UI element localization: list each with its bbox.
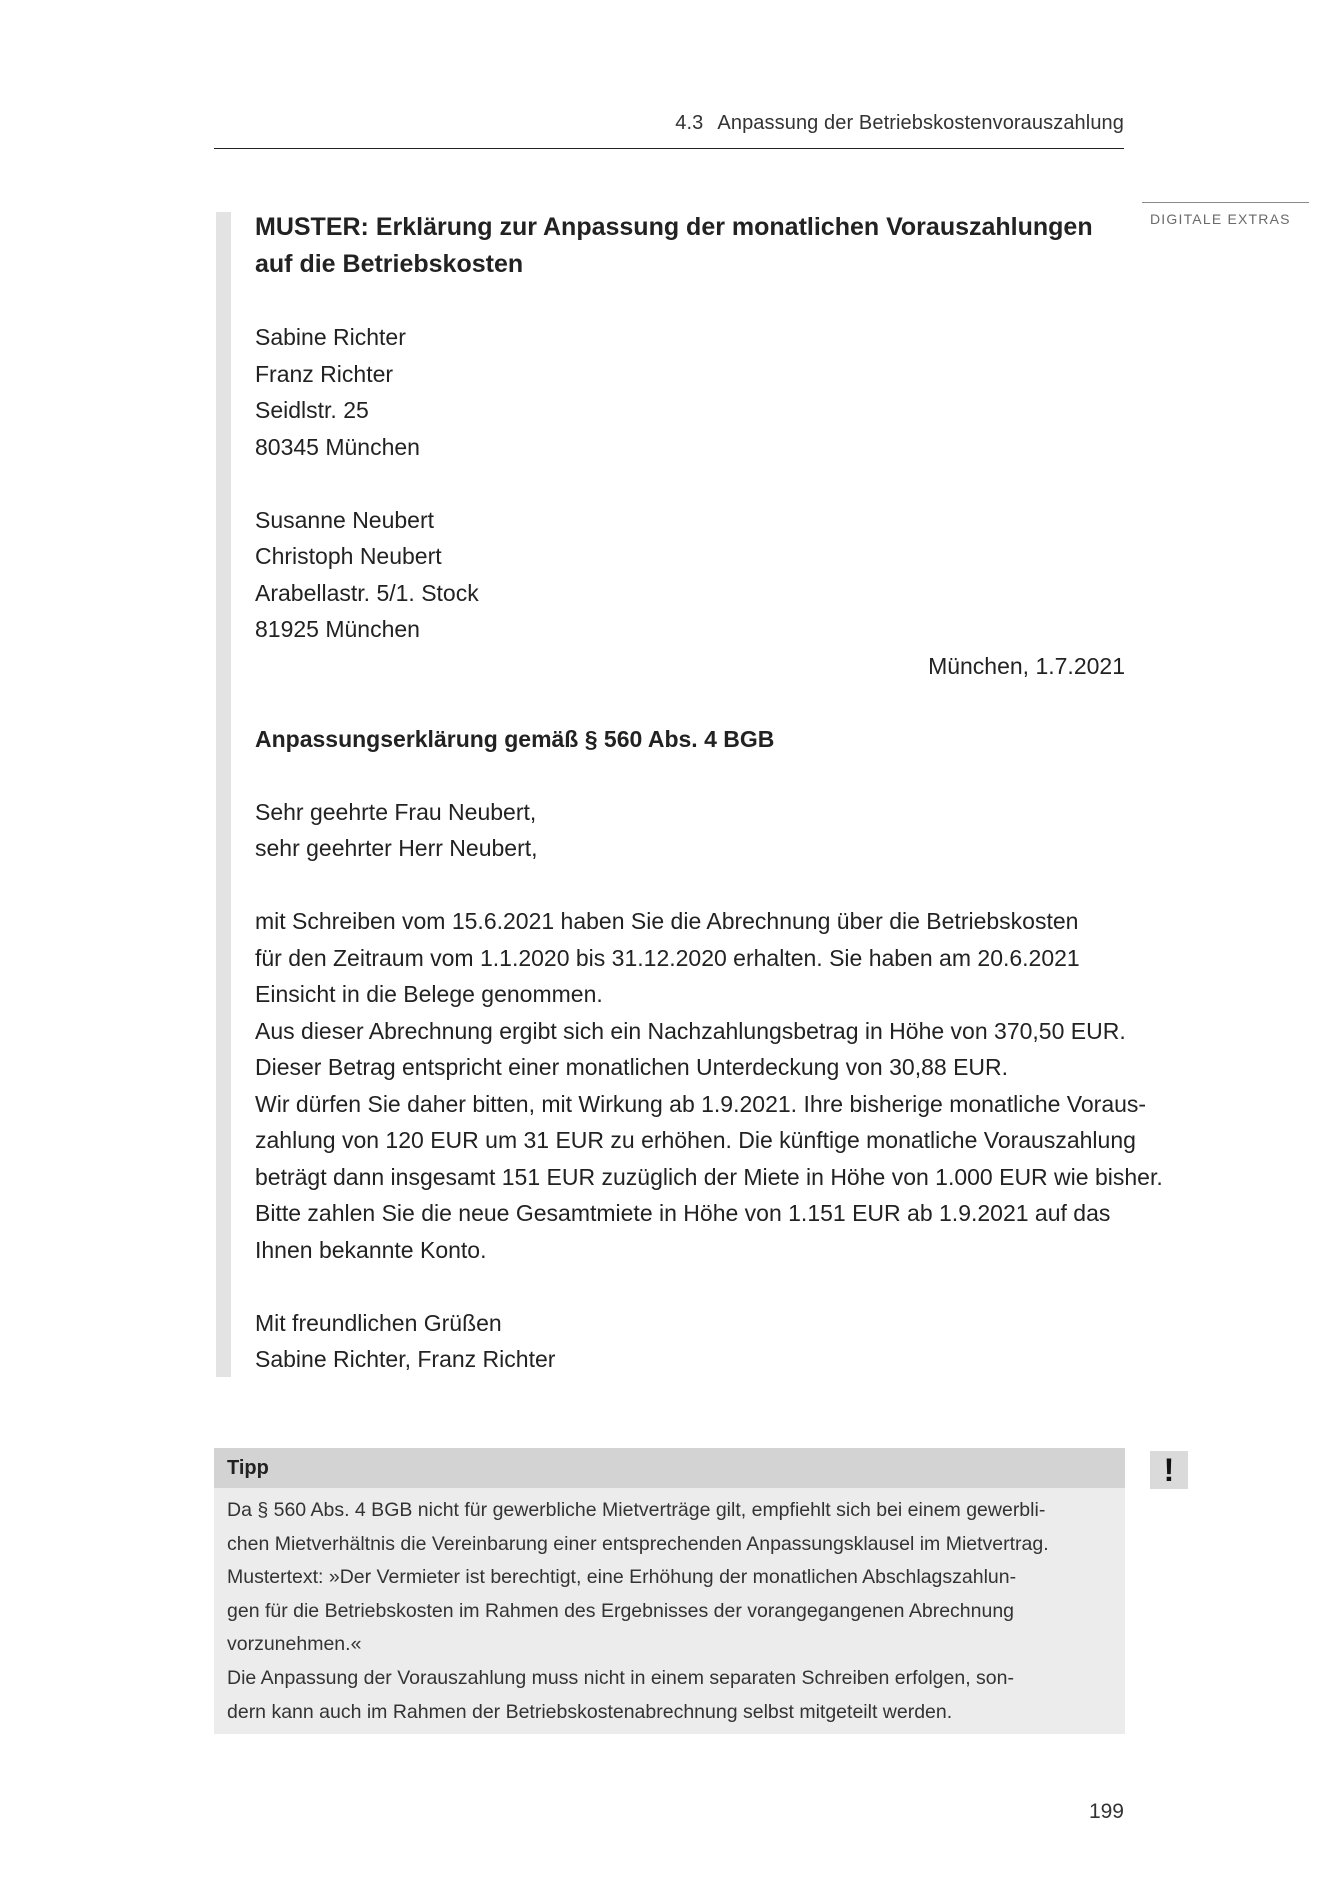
muster-side-bar	[216, 212, 231, 1377]
running-head	[214, 112, 1124, 135]
recipient-line: Christoph Neubert	[255, 543, 442, 569]
digital-extras-label: DIGITALE EXTRAS	[1150, 211, 1291, 227]
tip-line: Da § 560 Abs. 4 BGB nicht für gewerbliche Mietverträge gilt, empfiehlt sich bei einem gewerbli-	[227, 1499, 1046, 1521]
tip-line: chen Mietverhältnis die Vereinbarung einer entsprechenden Anpassungsklausel im Mietvertrag.	[227, 1532, 1049, 1555]
letter-body	[255, 903, 1163, 1268]
closing-line: Mit freundlichen Grüßen	[255, 1309, 502, 1336]
body-line: für den Zeitraum vom 1.1.2020 bis 31.12.2020 erhalten. Sie haben am 20.6.2021	[255, 944, 1080, 971]
tip-box	[214, 1448, 1125, 1734]
tip-text	[214, 1488, 1125, 1729]
body-line: zahlung von 120 EUR um 31 EUR zu erhöhen. Die künftige monatliche Vorauszahlung	[255, 1127, 1136, 1153]
tip-line: vorzunehmen.«	[227, 1633, 362, 1656]
sender-address	[255, 319, 1125, 465]
salutation-line: sehr geehrter Herr Neubert,	[255, 835, 538, 861]
letter-date: München, 1.7.2021	[928, 652, 1125, 679]
muster-title-line: auf die Betriebskosten	[255, 250, 524, 278]
letter-subject: Anpassungserklärung gemäß § 560 Abs. 4 BGB	[255, 725, 775, 752]
body-line: Dieser Betrag entspricht einer monatlichen Unterdeckung von 30,88 EUR.	[255, 1054, 1009, 1080]
muster-title-line: MUSTER: Erklärung zur Anpassung der monatlichen Vorauszahlungen	[255, 213, 1093, 241]
sender-line: 80345 München	[255, 433, 420, 460]
sender-line: Seidlstr. 25	[255, 397, 369, 423]
header-rule	[214, 148, 1124, 149]
body-line: Bitte zahlen Sie die neue Gesamtmiete in Höhe von 1.151 EUR ab 1.9.2021 auf das	[255, 1200, 1111, 1226]
tip-line: Die Anpassung der Vorauszahlung muss nicht in einem separaten Schreiben erfolgen, son-	[227, 1666, 1014, 1689]
body-line: Ihnen bekannte Konto.	[255, 1236, 487, 1263]
letter-closing	[255, 1305, 1125, 1378]
tip-line: dern kann auch im Rahmen der Betriebskostenabrechnung selbst mitgeteilt werden.	[227, 1700, 953, 1723]
sender-line: Sabine Richter	[255, 324, 406, 350]
exclamation-icon: !	[1150, 1451, 1188, 1489]
sender-line: Franz Richter	[255, 360, 394, 387]
salutation	[255, 794, 1125, 867]
muster-letter	[255, 209, 1163, 1378]
recipient-line: Susanne Neubert	[255, 506, 435, 533]
recipient-line: Arabellastr. 5/1. Stock	[255, 579, 479, 606]
salutation-line: Sehr geehrte Frau Neubert,	[255, 798, 537, 825]
sidebar-rule	[1142, 202, 1309, 203]
tip-line: Mustertext: »Der Vermieter ist berechtigt, eine Erhöhung der monatlichen Abschlagszahlun-	[227, 1566, 1017, 1589]
section-title: Anpassung der Betriebskostenvorauszahlung	[717, 112, 1124, 134]
section-number: 4.3	[675, 112, 704, 134]
body-line: Aus dieser Abrechnung ergibt sich ein Nachzahlungsbetrag in Höhe von 370,50 EUR.	[255, 1017, 1126, 1044]
body-line: beträgt dann insgesamt 151 EUR zuzüglich der Miete in Höhe von 1.000 EUR wie bisher.	[255, 1163, 1163, 1190]
body-line: mit Schreiben vom 15.6.2021 haben Sie die Abrechnung über die Betriebskosten	[255, 908, 1079, 934]
page-number: 199	[1088, 1800, 1124, 1823]
closing-line: Sabine Richter, Franz Richter	[255, 1346, 556, 1372]
recipient-address	[255, 502, 1125, 648]
muster-title	[255, 209, 1125, 283]
recipient-line: 81925 München	[255, 616, 420, 642]
body-line: Wir dürfen Sie daher bitten, mit Wirkung ab 1.9.2021. Ihre bisherige monatliche Voraus-	[255, 1090, 1147, 1117]
body-line: Einsicht in die Belege genommen.	[255, 981, 603, 1007]
tip-line: gen für die Betriebskosten im Rahmen des Ergebnisses der vorangegangenen Abrechnung	[227, 1599, 1015, 1622]
tip-heading: Tipp	[214, 1448, 1125, 1488]
